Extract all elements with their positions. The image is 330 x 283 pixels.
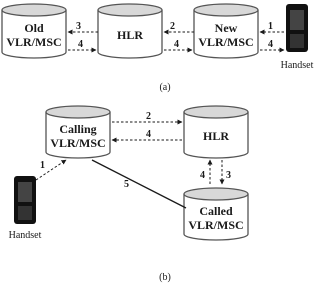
handset-icon-b (14, 176, 36, 224)
handset-icon-a (286, 4, 308, 52)
caption-b: (b) (159, 272, 171, 283)
hlr-cylinder-b (184, 106, 248, 158)
label-4-b-vert: 4 (200, 170, 205, 181)
old-vlr-line1: Old (24, 21, 44, 35)
called-vlr-line2: VLR/MSC (188, 218, 244, 232)
label-4-a-left: 4 (78, 39, 83, 50)
label-2-b: 2 (146, 111, 151, 122)
label-3-a: 3 (76, 21, 81, 32)
label-4-a-mid: 4 (174, 39, 179, 50)
label-5-b: 5 (124, 179, 129, 190)
called-vlr-msc-cylinder (184, 188, 248, 240)
label-1-a: 1 (268, 21, 273, 32)
label-2-a: 2 (170, 21, 175, 32)
hlr-cylinder-a (98, 4, 162, 58)
handset-label-a: Handset (280, 60, 314, 71)
old-vlr-line2: VLR/MSC (6, 35, 62, 49)
new-vlr-line2: VLR/MSC (198, 35, 254, 49)
label-4-b-horiz: 4 (146, 129, 151, 140)
caption-a: (a) (159, 82, 171, 93)
calling-vlr-msc-cylinder (46, 106, 110, 158)
calling-vlr-line1: Calling (59, 122, 97, 136)
link-5-b (92, 160, 186, 208)
label-4-a-right: 4 (268, 39, 273, 50)
called-vlr-line1: Called (199, 204, 233, 218)
label-1-b: 1 (40, 160, 45, 171)
hlr-label-b: HLR (202, 129, 230, 143)
handset-label-b: Handset (8, 230, 42, 241)
old-vlr-msc-cylinder (2, 4, 66, 58)
new-vlr-msc-cylinder (194, 4, 258, 58)
hlr-label-a: HLR (116, 28, 144, 42)
new-vlr-line1: New (214, 21, 238, 35)
calling-vlr-line2: VLR/MSC (50, 136, 106, 150)
label-3-b: 3 (226, 170, 231, 181)
